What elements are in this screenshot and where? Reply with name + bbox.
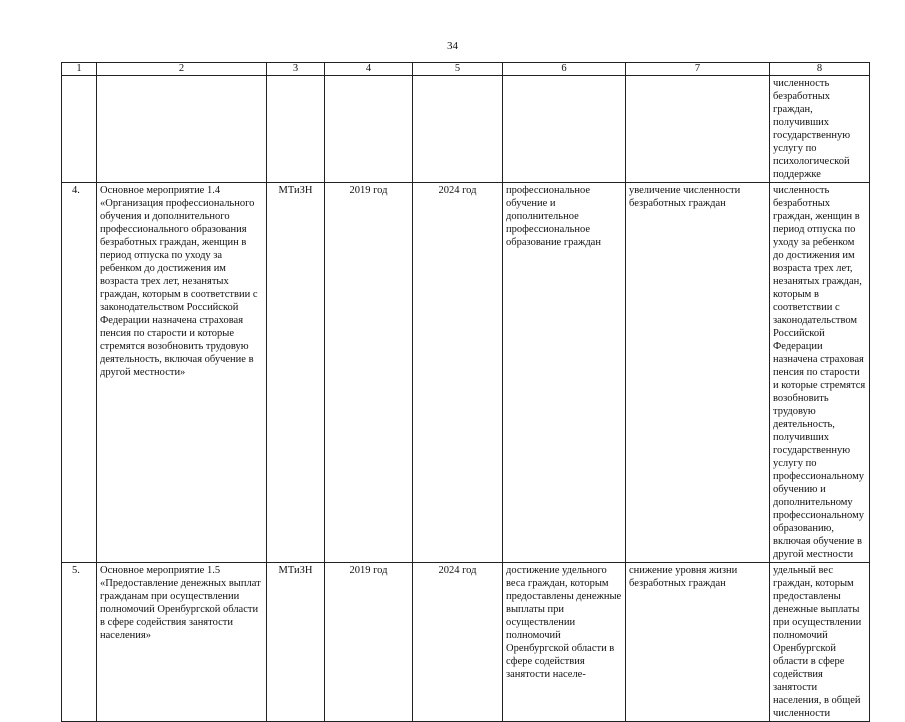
- end-year: 2024 год: [413, 563, 503, 722]
- start-year: [325, 76, 413, 183]
- table-row: [62, 563, 870, 722]
- table-header-row: [62, 63, 870, 76]
- table-row: [62, 76, 870, 183]
- column-number: 6: [503, 63, 626, 76]
- executor: МТиЗН: [267, 563, 325, 722]
- column-number: 1: [62, 63, 97, 76]
- direction: профессиональное обучение и дополнительное профессиональное образование граждан: [503, 183, 626, 563]
- measures-table: [61, 62, 870, 722]
- row-number: [62, 76, 97, 183]
- measure-name: Основное мероприятие 1.5 «Предоставление денежных выплат гражданам при осуществлении полномочий Оренбургской области в сфере содействия занятости населения»: [97, 563, 267, 722]
- executor: МТиЗН: [267, 183, 325, 563]
- executor: [267, 76, 325, 183]
- column-number: 7: [626, 63, 770, 76]
- row-number: 4.: [62, 183, 97, 563]
- column-number: 5: [413, 63, 503, 76]
- row-number: 5.: [62, 563, 97, 722]
- table-row: [62, 183, 870, 563]
- end-year: 2024 год: [413, 183, 503, 563]
- direction: [503, 76, 626, 183]
- column-number: 8: [770, 63, 870, 76]
- measure-name: [97, 76, 267, 183]
- indicator: численность безработных граждан, получивших государственную услугу по психологической поддержке: [770, 76, 870, 183]
- start-year: 2019 год: [325, 563, 413, 722]
- measure-name: Основное мероприятие 1.4 «Организация профессионального обучения и дополнительного профессионального образования безработных граждан, женщин в период отпуска по уходу за ребенком до достижения им возраста трех лет, незанятых граждан, которым в соответствии с законодательством Российской Федерации назначена страховая пенсия по старости и которые стремятся возобновить трудовую деятельность, включая обучение в другой местности»: [97, 183, 267, 563]
- column-number: 2: [97, 63, 267, 76]
- start-year: 2019 год: [325, 183, 413, 563]
- end-year: [413, 76, 503, 183]
- page-number: 34: [447, 40, 458, 52]
- expected-result: снижение уровня жизни безработных граждан: [626, 563, 770, 722]
- expected-result: [626, 76, 770, 183]
- indicator: удельный вес граждан, которым предоставлены денежные выплаты при осуществлении полномочий Оренбургской области в сфере содействия занятости населения, в общей численности: [770, 563, 870, 722]
- direction: достижение удельного веса граждан, которым предоставлены денежные выплаты при осуществлении полномочий Оренбургской области в сфере содействия занятости населе-: [503, 563, 626, 722]
- column-number: 4: [325, 63, 413, 76]
- column-number: 3: [267, 63, 325, 76]
- indicator: численность безработных граждан, женщин в период отпуска по уходу за ребенком до достижения им возраста трех лет, незанятых граждан, которым в соответствии с законодательством Российской Федерации назначена страховая пенсия по старости и которые стремятся возобновить трудовую деятельность, получивших государственную услугу по профессиональному обучению и дополнительному профессиональному образованию, включая обучение в другой местности: [770, 183, 870, 563]
- expected-result: увеличение численности безработных граждан: [626, 183, 770, 563]
